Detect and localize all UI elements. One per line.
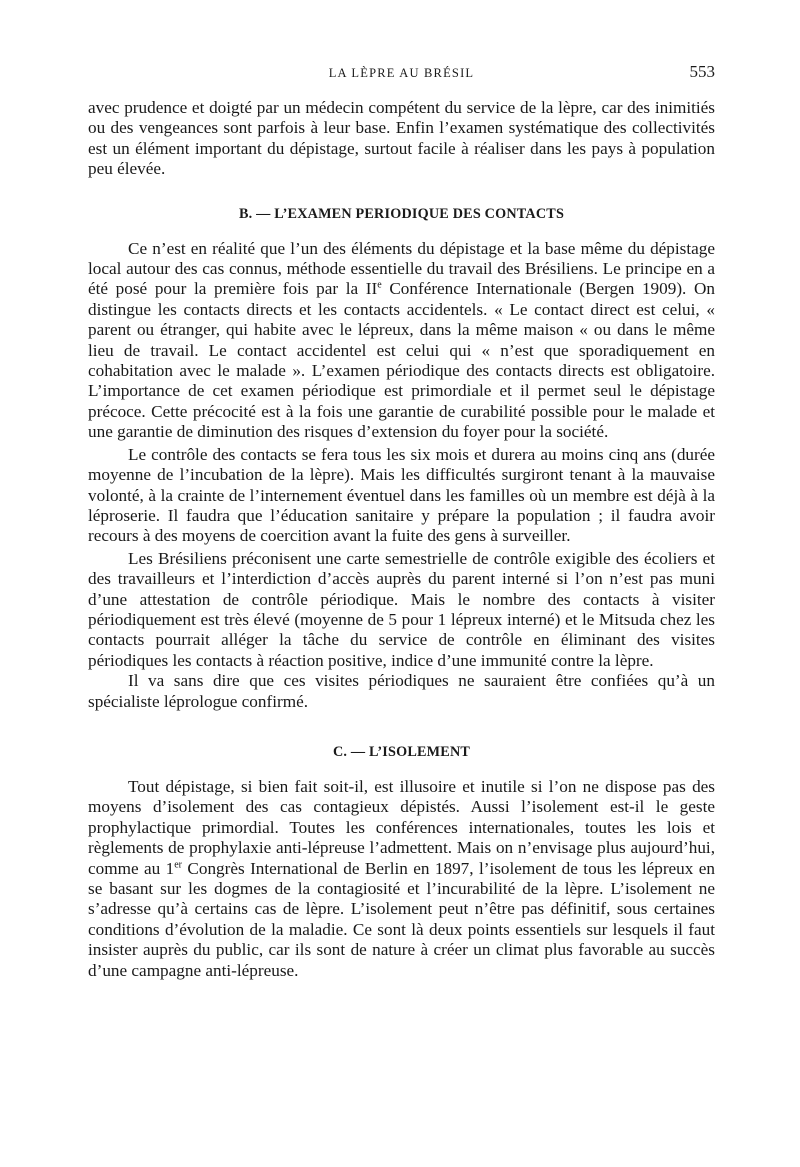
ordinal-superscript: e — [377, 279, 382, 291]
paragraph-continuation: avec prudence et doigté par un médecin compétent du service de la lèpre, car des inimitiés ou des vengeances sont parfois à leur base. Enfin l’examen systématique des collectivités est un élément important du dépistage, surtout facile à réaliser dans les pays à population peu élevée. — [88, 98, 715, 179]
page-number: 553 — [689, 62, 715, 81]
section-heading-c: C. — L’ISOLEMENT — [332, 743, 471, 760]
paragraph-isolation-rest: Congrès International de Berlin en 1897, l’isolement de tous les lépreux en se basant sur les dogmes de la contagiosité et l’incurabilité de la lèpre. L’isolement ne s’adresse qu’à certains cas de lèpre. L’isolement peut n’être pas définitif, sous certaines conditions d’évolution de la maladie. Ce sont là deux points essentiels sur lesquels il faut insister auprès du public, car ils sont de nature à créer un climat plus favorable au succès d’une campagne anti-lépreuse. — [88, 858, 715, 980]
ordinal-superscript: er — [174, 858, 182, 870]
paragraph-specialist: Il va sans dire que ces visites périodiques ne sauraient être confiées qu’à un spécialiste léprologue confirmé. — [88, 671, 715, 711]
running-header — [88, 60, 715, 90]
running-title: LA LÈPRE AU BRÉSIL — [328, 66, 475, 80]
section-heading-b: B. — L’EXAMEN PERIODIQUE DES CONTACTS — [238, 205, 565, 222]
paragraph-contacts-definition-text: Ce n’est en réalité que l’un des éléments du dépistage et la base même du dépistage local autour des cas connus, méthode essentielle du travail des Brésiliens. Le principe en a été posé pour la première fois par la II — [88, 238, 715, 299]
book-page — [88, 60, 715, 981]
paragraph-semester-card: Les Brésiliens préconisent une carte semestrielle de contrôle exigible des écoliers et des travailleurs et l’interdiction d’accès auprès du parent interné si l’on n’est pas muni d’une attestation de contrôle périodique. Mais le nombre des contacts à visiter périodiquement est très élevé (moyenne de 5 pour 1 lépreux interné) et le Mitsuda chez les contacts pourrait alléger la tâche du service de contrôle en éliminant des visites périodiques les contacts à réaction positive, indice d’une immunité contre la lèpre. — [88, 548, 715, 670]
paragraph-contacts-definition — [88, 239, 715, 443]
paragraph-isolation — [88, 777, 715, 981]
paragraph-contacts-control: Le contrôle des contacts se fera tous les six mois et durera au moins cinq ans (durée moyenne de l’incubation de la lèpre). Mais les difficultés surgiront tenant à la mauvaise volonté, à la crainte de l’internement éventuel dans les familles où un membre est déjà à la léproserie. Il faudra que l’éducation sanitaire y prépare la population ; il faudra avoir recours à des moyens de coercition avant la fuite des gens à surveiller. — [88, 444, 715, 546]
paragraph-isolation-text: Tout dépistage, si bien fait soit-il, est illusoire et inutile si l’on ne dispose pas des moyens d’isolement des cas contagieux dépistés. Aussi l’isolement est-il le geste prophylactique primordial. Toutes les conférences internationales, toutes les lois et règlements de prophylaxie anti-lépreuse l’admettent. Mais on n’envisage plus aujourd’hui, comme au 1 — [88, 776, 715, 878]
paragraph-contacts-definition-rest: Conférence Internationale (Bergen 1909). On distingue les contacts directs et les contacts accidentels. « Le contact direct est celui, « parent ou étranger, qui habite avec le lépreux, dans la même maison « ou dans le même lieu de travail. Le contact accidentel est celui qui « n’est que sporadiquement en cohabitation avec le malade ». L’examen périodique des contacts directs est obligatoire. L’importance de cet examen périodique est primordiale et il permet seul le dépistage précoce. Cette précocité est à la fois une garantie de curabilité possible pour le malade et une garantie de diminution des risques d’extension du foyer pour la société. — [88, 279, 715, 442]
